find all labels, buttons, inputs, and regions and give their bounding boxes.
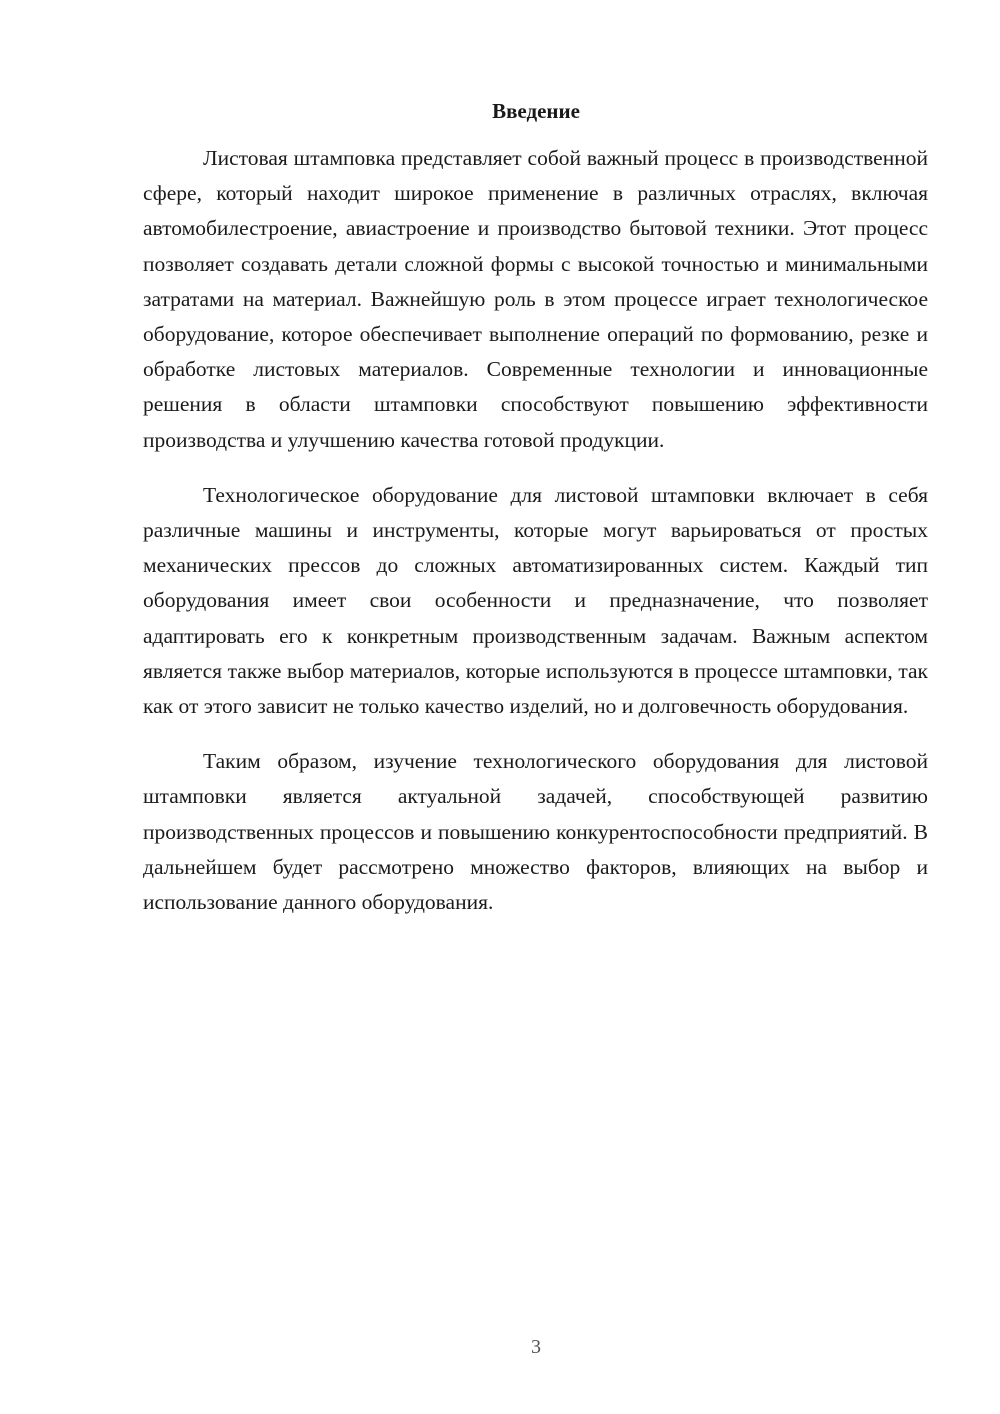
- body-text: [143, 141, 928, 940]
- paragraph-1: Листовая штамповка представляет собой важный процесс в производственной сфере, который находит широкое применение в различных отраслях, включая автомобилестроение, авиастроение и производство бытовой техники. Этот процесс позволяет создавать детали сложной формы с высокой точностью и минимальными затратами на материал. Важнейшую роль в этом процессе играет технологическое оборудование, которое обеспечивает выполнение операций по формованию, резке и обработке листовых материалов. Современные технологии и инновационные решения в области штамповки способствуют повышению эффективности производства и улучшению качества готовой продукции.: [143, 146, 928, 452]
- paragraph-2: Технологическое оборудование для листовой штамповки включает в себя различные машины и инструменты, которые могут варьироваться от простых механических прессов до сложных автоматизированных систем. Каждый тип оборудования имеет свои особенности и предназначение, что позволяет адаптировать его к конкретным производственным задачам. Важным аспектом является также выбор материалов, которые используются в процессе штамповки, так как от этого зависит не только качество изделий, но и долговечность оборудования.: [143, 482, 928, 719]
- page-number: 3: [531, 1336, 541, 1358]
- paragraph-3: Таким образом, изучение технологического оборудования для листовой штамповки является актуальной задачей, способствующей развитию производственных процессов и повышению конкурентоспособности предприятий. В дальнейшем будет рассмотрено множество факторов, влияющих на выбор и использование данного оборудования.: [143, 749, 928, 915]
- section-heading: Введение: [492, 99, 580, 123]
